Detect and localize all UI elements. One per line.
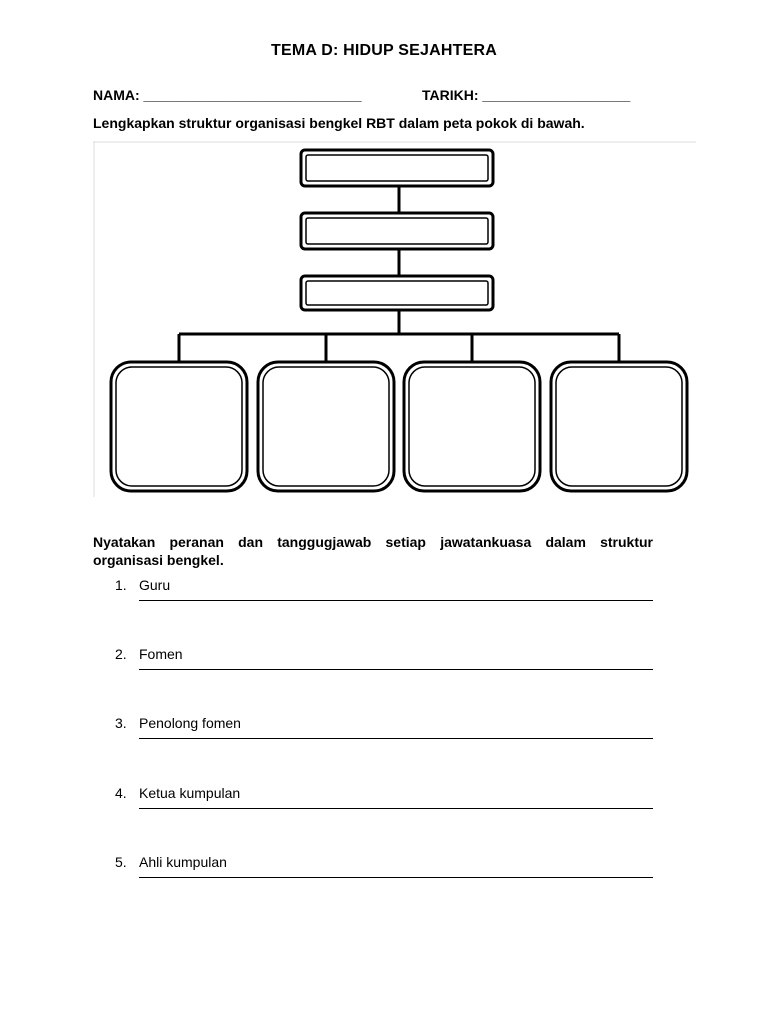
list-item-fomen: [115, 646, 183, 662]
list-item-penolong-fomen: [115, 715, 241, 731]
chart-box-bottom-1[interactable]: [111, 362, 247, 491]
organization-tree-diagram: [93, 141, 696, 497]
list-item-ahli-kumpulan: [115, 854, 227, 870]
item-number: 1.: [115, 577, 127, 593]
item-number: 3.: [115, 715, 127, 731]
chart-box-level-2[interactable]: [301, 213, 493, 249]
item-label: Fomen: [139, 646, 183, 662]
item-number: 5.: [115, 854, 127, 870]
answer-line-4[interactable]: [139, 808, 653, 809]
item-label: Ketua kumpulan: [139, 785, 241, 801]
chart-box-level-3[interactable]: [301, 276, 493, 310]
item-number: 2.: [115, 646, 127, 662]
tree-diagram-svg: [93, 141, 696, 497]
list-item-guru: [115, 577, 170, 593]
instruction-text: Lengkapkan struktur organisasi bengkel RBT dalam peta pokok di bawah.: [93, 115, 585, 131]
answer-line-1[interactable]: [139, 600, 653, 601]
chart-box-bottom-4[interactable]: [551, 362, 687, 491]
chart-box-bottom-3[interactable]: [404, 362, 540, 491]
item-label: Guru: [139, 577, 171, 593]
item-label: Penolong fomen: [139, 715, 241, 731]
answer-line-5[interactable]: [139, 877, 653, 878]
chart-box-level-1[interactable]: [301, 150, 493, 186]
item-label: Ahli kumpulan: [139, 854, 227, 870]
name-field[interactable]: NAMA: ____________________________: [93, 87, 362, 103]
worksheet-title: TEMA D: HIDUP SEJAHTERA: [271, 42, 497, 59]
chart-box-bottom-2[interactable]: [258, 362, 394, 491]
answer-line-3[interactable]: [139, 738, 653, 739]
question-text: Nyatakan peranan dan tanggugjawab setiap jawatankuasa dalam struktur organisasi bengkel.: [93, 534, 653, 568]
date-field[interactable]: TARIKH: ___________________: [422, 87, 631, 103]
list-item-ketua-kumpulan: [115, 785, 240, 801]
answer-line-2[interactable]: [139, 669, 653, 670]
item-number: 4.: [115, 785, 127, 801]
